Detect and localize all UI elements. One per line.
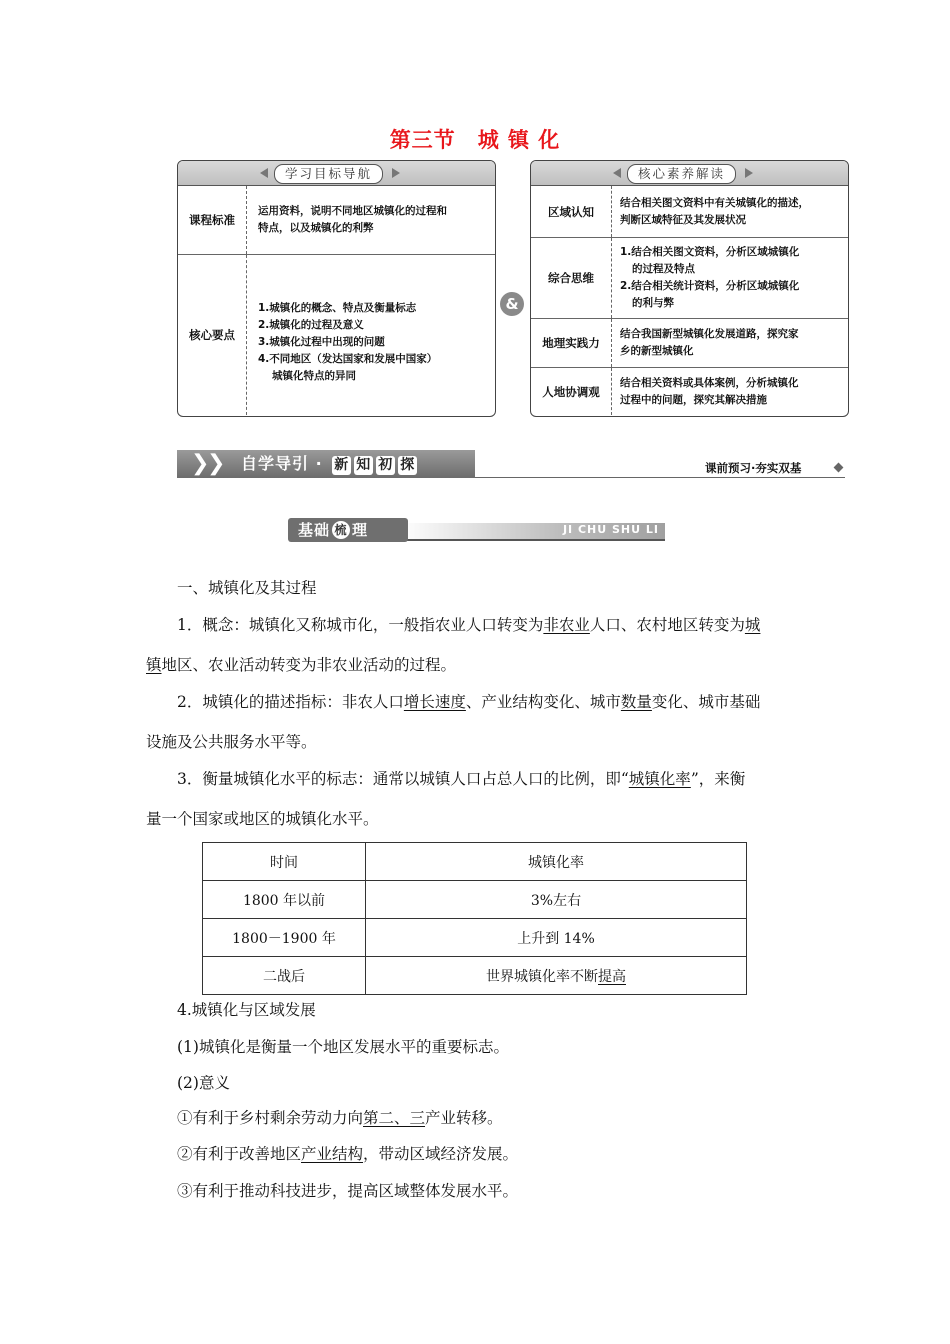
panel-header-label: 核心素养解读	[627, 164, 736, 184]
row-text	[258, 186, 491, 254]
panel-header	[531, 161, 848, 186]
paragraph: 1．概念：城镇化又称城市化，一般指农业人口转变为非农业人口、农村地区转变为城	[177, 616, 761, 634]
text-line: 1.结合相关图文资料，分析区域城镇化	[620, 246, 800, 258]
banner-prefix: 自学导引	[241, 454, 310, 473]
subsection-suffix: 理	[352, 521, 369, 539]
row-text	[620, 186, 846, 237]
paragraph: 2．城镇化的描述指标：非农人口增长速度、产业结构变化、城市数量变化、城市基础	[177, 693, 761, 711]
subsection-box: 梳	[332, 521, 350, 539]
table-cell: 二战后	[203, 957, 366, 995]
text-line: 2.城镇化的过程及意义	[258, 318, 364, 331]
table-row	[203, 957, 747, 995]
urbanization-rate-table	[202, 842, 747, 995]
core-literacy-panel	[530, 160, 849, 417]
row-label: 核心要点	[178, 255, 247, 415]
banner-dot: ·	[315, 454, 323, 473]
text-line: 乡的新型城镇化	[620, 345, 694, 357]
row-label: 综合思维	[531, 238, 612, 318]
text-line: 城镇化特点的异同	[272, 369, 356, 382]
section-banner	[177, 450, 475, 478]
arrow-left-icon	[613, 168, 621, 178]
table-cell: 1800 年以前	[203, 881, 366, 919]
banner-char: 知	[356, 457, 372, 473]
panel-header	[178, 161, 495, 186]
text-line: 4.不同地区（发达国家和发展中国家）	[258, 352, 438, 365]
subsection-prefix: 基础	[298, 521, 331, 539]
table-row	[203, 881, 747, 919]
text-line: 运用资料，说明不同地区城镇化的过程和	[258, 205, 447, 217]
table-header-row	[203, 843, 747, 881]
chevron-right-icon: ❯	[191, 451, 210, 476]
table-cell: 世界城镇化率不断提高	[366, 957, 747, 995]
arrow-left-icon	[260, 168, 268, 178]
row-label: 人地协调观	[531, 368, 612, 415]
row-text	[258, 255, 491, 415]
section-number: 第三节	[389, 128, 456, 152]
text-line: 结合我国新型城镇化发展道路，探究家	[620, 328, 799, 340]
table-cell: 上升到 14%	[366, 919, 747, 957]
subsection-label	[288, 518, 408, 542]
literacy-row	[531, 238, 848, 319]
panel-header-label: 学习目标导航	[274, 164, 383, 184]
chevron-right-icon: ❯	[207, 451, 226, 476]
heading-2: 4.城镇化与区域发展	[177, 1001, 316, 1019]
row-label: 区域认知	[531, 186, 612, 237]
paragraph: 镇地区、农业活动转变为非农业活动的过程。	[146, 656, 457, 674]
answer-blank: 产业结构	[301, 1145, 364, 1163]
answer-blank: 数量	[620, 693, 652, 711]
list-item: ②有利于改善地区产业结构，带动区域经济发展。	[177, 1145, 519, 1163]
table-row	[203, 919, 747, 957]
answer-blank: 非农业	[543, 616, 590, 634]
paragraph: (1)城镇化是衡量一个地区发展水平的重要标志。	[177, 1038, 509, 1056]
row-text	[620, 368, 846, 415]
answer-blank: 城镇化率	[628, 770, 691, 788]
answer-blank: 镇	[146, 656, 162, 674]
paragraph: 3．衡量城镇化水平的标志：通常以城镇人口占总人口的比例，即“城镇化率”，来衡	[177, 770, 746, 788]
text-line: 过程中的问题，探究其解决措施	[620, 393, 767, 406]
table-cell: 1800－1900 年	[203, 919, 366, 957]
row-label: 课程标准	[178, 186, 247, 254]
banner-char: 初	[378, 457, 394, 473]
text-line: 的利与弊	[632, 297, 674, 309]
paragraph: (2)意义	[177, 1074, 230, 1092]
table-cell: 3%左右	[366, 881, 747, 919]
paragraph: 设施及公共服务水平等。	[146, 733, 317, 751]
row-text	[620, 319, 846, 367]
divider	[400, 539, 665, 541]
section-name: 城 镇 化	[477, 128, 561, 152]
answer-blank: 城	[744, 616, 761, 634]
goal-row	[178, 186, 495, 255]
row-label: 地理实践力	[531, 319, 612, 367]
paragraph: 量一个国家或地区的城镇化水平。	[146, 810, 379, 828]
text-line: 2.结合相关统计资料，分析区域城镇化	[620, 280, 800, 292]
text-line: 结合相关资料或具体案例，分析城镇化	[620, 376, 799, 389]
text-line: 的过程及特点	[632, 263, 695, 275]
page-title	[0, 124, 950, 154]
list-item: ③有利于推动科技进步，提高区域整体发展水平。	[177, 1182, 519, 1200]
list-item: ①有利于乡村剩余劳动力向第二、三产业转移。	[177, 1109, 503, 1127]
banner-char: 新	[334, 457, 350, 473]
heading-1: 一、城镇化及其过程	[177, 579, 317, 597]
banner-title	[241, 450, 417, 478]
text-line: 判断区域特征及其发展状况	[620, 213, 746, 226]
answer-blank: 增长速度	[403, 693, 466, 711]
banner-subtitle: 课前预习·夯实双基	[705, 461, 802, 475]
arrow-right-icon	[392, 168, 400, 178]
text-line: 1.城镇化的概念、特点及衡量标志	[258, 301, 417, 314]
text-line: 特点，以及城镇化的利弊	[258, 222, 374, 234]
arrow-right-icon	[745, 168, 753, 178]
diamond-icon	[834, 463, 844, 473]
table-header: 时间	[203, 843, 366, 881]
subsection-english: JI CHU SHU LI	[562, 523, 659, 536]
literacy-row	[531, 186, 848, 238]
subsection-header	[288, 518, 665, 542]
goal-row	[178, 255, 495, 415]
literacy-row	[531, 368, 848, 415]
banner-char: 探	[400, 457, 416, 473]
answer-blank: 第二、三	[363, 1109, 426, 1127]
answer-blank: 提高	[598, 968, 626, 985]
table-header: 城镇化率	[366, 843, 747, 881]
text-line: 结合相关图文资料中有关城镇化的描述，	[620, 196, 809, 209]
learning-goals-panel	[177, 160, 496, 417]
text-line: 3.城镇化过程中出现的问题	[258, 335, 385, 348]
ampersand-icon: &	[500, 292, 524, 316]
literacy-row	[531, 319, 848, 368]
divider	[475, 477, 845, 478]
row-text	[620, 238, 846, 318]
